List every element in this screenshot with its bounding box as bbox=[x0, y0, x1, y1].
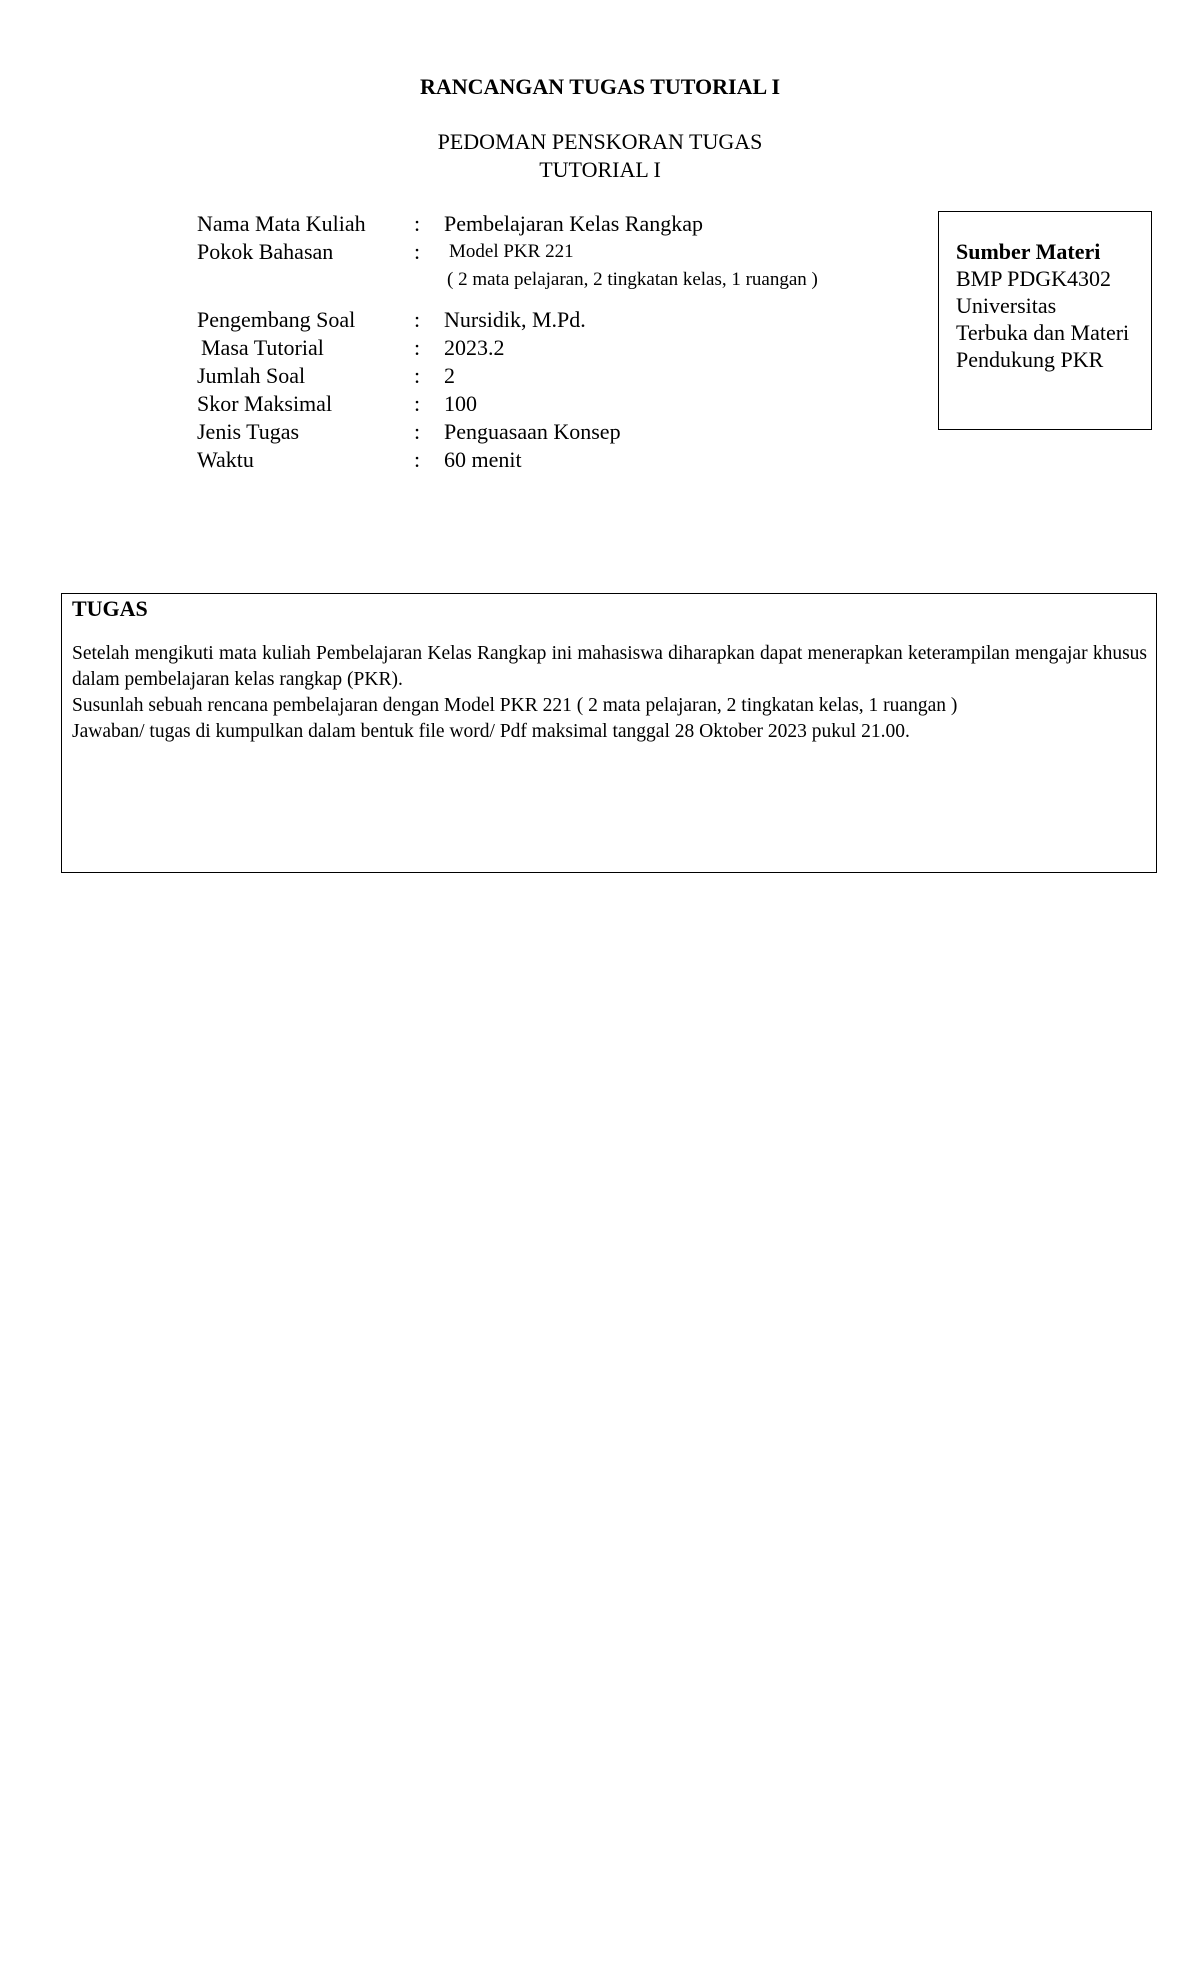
info-value: 2023.2 bbox=[444, 335, 505, 360]
source-material-heading: Sumber Materi bbox=[956, 239, 1101, 264]
info-label: Nama Mata Kuliah bbox=[197, 211, 366, 236]
task-box bbox=[61, 593, 1157, 873]
info-colon: : bbox=[414, 335, 421, 360]
task-submission-note: Jawaban/ tugas di kumpulkan dalam bentuk file word/ Pdf maksimal tanggal 28 Oktober 2023 pukul 21.00. bbox=[72, 721, 910, 742]
info-colon: : bbox=[414, 447, 421, 472]
info-label: Pokok Bahasan bbox=[197, 239, 334, 264]
info-value: 100 bbox=[444, 391, 477, 416]
info-value: ( 2 mata pelajaran, 2 tingkatan kelas, 1 ruangan ) bbox=[447, 269, 818, 290]
info-label: Masa Tutorial bbox=[201, 335, 324, 360]
task-instruction: Susunlah sebuah rencana pembelajaran dengan Model PKR 221 ( 2 mata pelajaran, 2 tingkatan kelas, 1 ruangan ) bbox=[72, 695, 958, 716]
task-heading: TUGAS bbox=[72, 596, 148, 621]
info-colon: : bbox=[414, 239, 421, 264]
info-value: 2 bbox=[444, 363, 455, 388]
info-label: Skor Maksimal bbox=[197, 391, 333, 416]
info-value: 60 menit bbox=[444, 447, 522, 472]
info-colon: : bbox=[414, 307, 421, 332]
task-paragraph: Setelah mengikuti mata kuliah Pembelajaran Kelas Rangkap ini mahasiswa diharapkan dapat menerapkan keterampilan mengajar khusus dalam pembelajaran kelas rangkap (PKR). bbox=[72, 643, 1147, 690]
source-material-box bbox=[938, 211, 1152, 430]
info-label: Pengembang Soal bbox=[197, 307, 356, 332]
info-value: Pembelajaran Kelas Rangkap bbox=[444, 211, 704, 236]
info-label: Jumlah Soal bbox=[197, 363, 306, 388]
source-material-line: Terbuka dan Materi bbox=[956, 320, 1130, 345]
document-title: RANCANGAN TUGAS TUTORIAL I bbox=[419, 74, 781, 99]
info-colon: : bbox=[414, 211, 421, 236]
info-label: Jenis Tugas bbox=[197, 419, 300, 444]
info-label: Waktu bbox=[197, 447, 254, 472]
info-colon: : bbox=[414, 391, 421, 416]
info-colon: : bbox=[414, 363, 421, 388]
source-material-line: Pendukung PKR bbox=[956, 347, 1104, 372]
document-subtitle-line1: PEDOMAN PENSKORAN TUGAS bbox=[437, 129, 763, 154]
info-colon: : bbox=[414, 419, 421, 444]
source-material-line: Universitas bbox=[956, 293, 1057, 318]
info-value: Nursidik, M.Pd. bbox=[444, 307, 586, 332]
document-subtitle-line2: TUTORIAL I bbox=[539, 157, 661, 182]
source-material-line: BMP PDGK4302 bbox=[956, 266, 1112, 291]
info-value: Model PKR 221 bbox=[449, 241, 574, 262]
info-value: Penguasaan Konsep bbox=[444, 419, 621, 444]
